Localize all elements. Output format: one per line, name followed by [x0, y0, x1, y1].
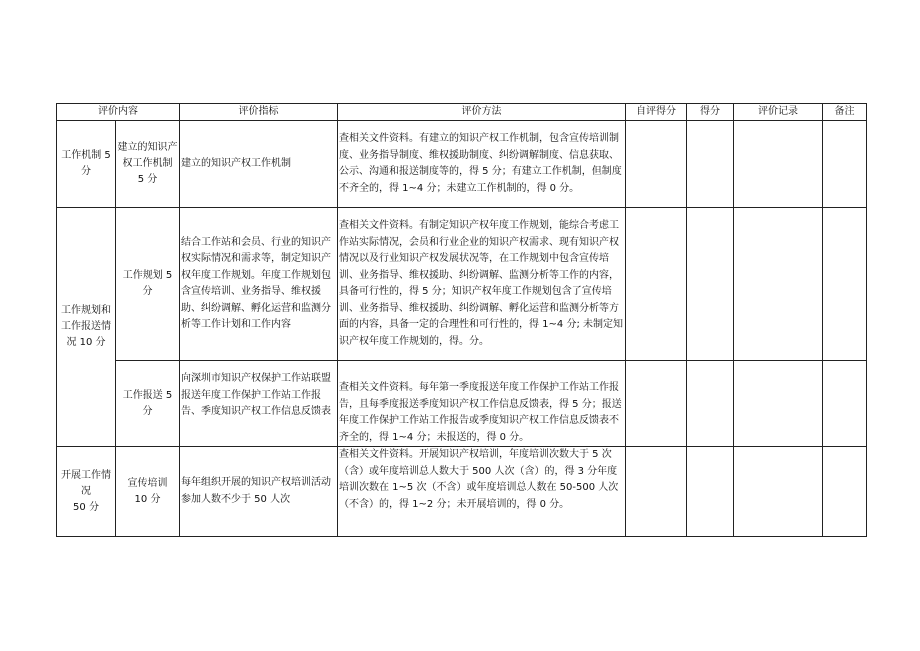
category-cell: 工作规划和 工作报送情 况 10 分 [57, 208, 116, 447]
category-cell: 工作机制 5 分 [57, 121, 116, 208]
sub-item-cell: 工作报送 5 分 [116, 361, 180, 447]
sub-item-cell: 宣传培训 10 分 [116, 447, 180, 537]
header-method: 评价方法 [338, 104, 626, 121]
method-cell: 查相关文件资料。有建立的知识产权工作机制，包含宣传培训制度、业务指导制度、维权援助制度、纠纷调解制度、信息获取、公示、沟通和报送制度等的，得 5 分；有建立工作机制，但制度不齐全的，得 1~4 分；未建立工作机制的，得 0 分。 [338, 121, 626, 208]
header-indicator: 评价指标 [180, 104, 338, 121]
self-score-cell[interactable] [626, 208, 687, 361]
score-cell[interactable] [687, 121, 734, 208]
header-score: 得分 [687, 104, 734, 121]
header-row [57, 104, 867, 121]
indicator-cell: 建立的知识产权工作机制 [180, 121, 338, 208]
score-cell[interactable] [687, 361, 734, 447]
indicator-cell: 向深圳市知识产权保护工作站联盟报送年度工作保护工作站工作报告、季度知识产权工作信息反馈表 [180, 361, 338, 447]
method-cell: 查相关文件资料。每年第一季度报送年度工作保护工作站工作报告，且每季度报送季度知识产权工作信息反馈表，得 5 分；报送年度工作保护工作站工作报告或季度知识产权工作信息反馈表不齐全的，得 1~4 分；未报送的，得 0 分。 [338, 361, 626, 447]
score-cell[interactable] [687, 208, 734, 361]
remarks-cell[interactable] [823, 361, 867, 447]
method-cell: 查相关文件资料。开展知识产权培训，年度培训次数大于 5 次（含）或年度培训总人数大于 500 人次（含）的，得 3 分年度培训次数在 1~5 次（不含）或年度培训总人数在 50-500 人次（不含）的，得 1~2 分；未开展培训的，得 0 分。 [338, 447, 626, 537]
category-cell: 开展工作情 况 50 分 [57, 447, 116, 537]
remarks-cell[interactable] [823, 121, 867, 208]
indicator-cell: 每年组织开展的知识产权培训活动参加人数不少于 50 人次 [180, 447, 338, 537]
record-cell[interactable] [734, 361, 823, 447]
record-cell[interactable] [734, 121, 823, 208]
self-score-cell[interactable] [626, 361, 687, 447]
header-record: 评价记录 [734, 104, 823, 121]
table-row [57, 447, 867, 537]
table-row [57, 361, 867, 447]
self-score-cell[interactable] [626, 447, 687, 537]
header-self-score: 自评得分 [626, 104, 687, 121]
table-row [57, 121, 867, 208]
record-cell[interactable] [734, 447, 823, 537]
sub-item-cell: 工作规划 5 分 [116, 208, 180, 361]
sub-item-cell: 建立的知识产 权工作机制 5 分 [116, 121, 180, 208]
remarks-cell[interactable] [823, 208, 867, 361]
self-score-cell[interactable] [626, 121, 687, 208]
header-remarks: 备注 [823, 104, 867, 121]
evaluation-table [56, 103, 867, 537]
method-cell: 查相关文件资料。有制定知识产权年度工作规划，能综合考虑工作站实际情况，会员和行业企业的知识产权需求、现有知识产权情况以及行业知识产权发展状况等，在工作规划中包含宣传培训、业务指导、维权援助、纠纷调解、监测分析等工作的内容，具备可行性的，得 5 分；知识产权年度工作规划包含了宣传培训、业务指导、维权援助、纠纷调解、孵化运营和监测分析等方面的内容，具备一定的合理性和可行性的，得 1~4 分; 未制定知识产权年度工作规划的，得。分。 [338, 208, 626, 361]
score-cell[interactable] [687, 447, 734, 537]
table-row [57, 208, 867, 361]
record-cell[interactable] [734, 208, 823, 361]
indicator-cell: 结合工作站和会员、行业的知识产权实际情况和需求等，制定知识产权年度工作规划。年度工作规划包含宣传培训、业务指导、维权援助、纠纷调解、孵化运营和监测分析等工作计划和工作内容 [180, 208, 338, 361]
header-content: 评价内容 [57, 104, 180, 121]
remarks-cell[interactable] [823, 447, 867, 537]
